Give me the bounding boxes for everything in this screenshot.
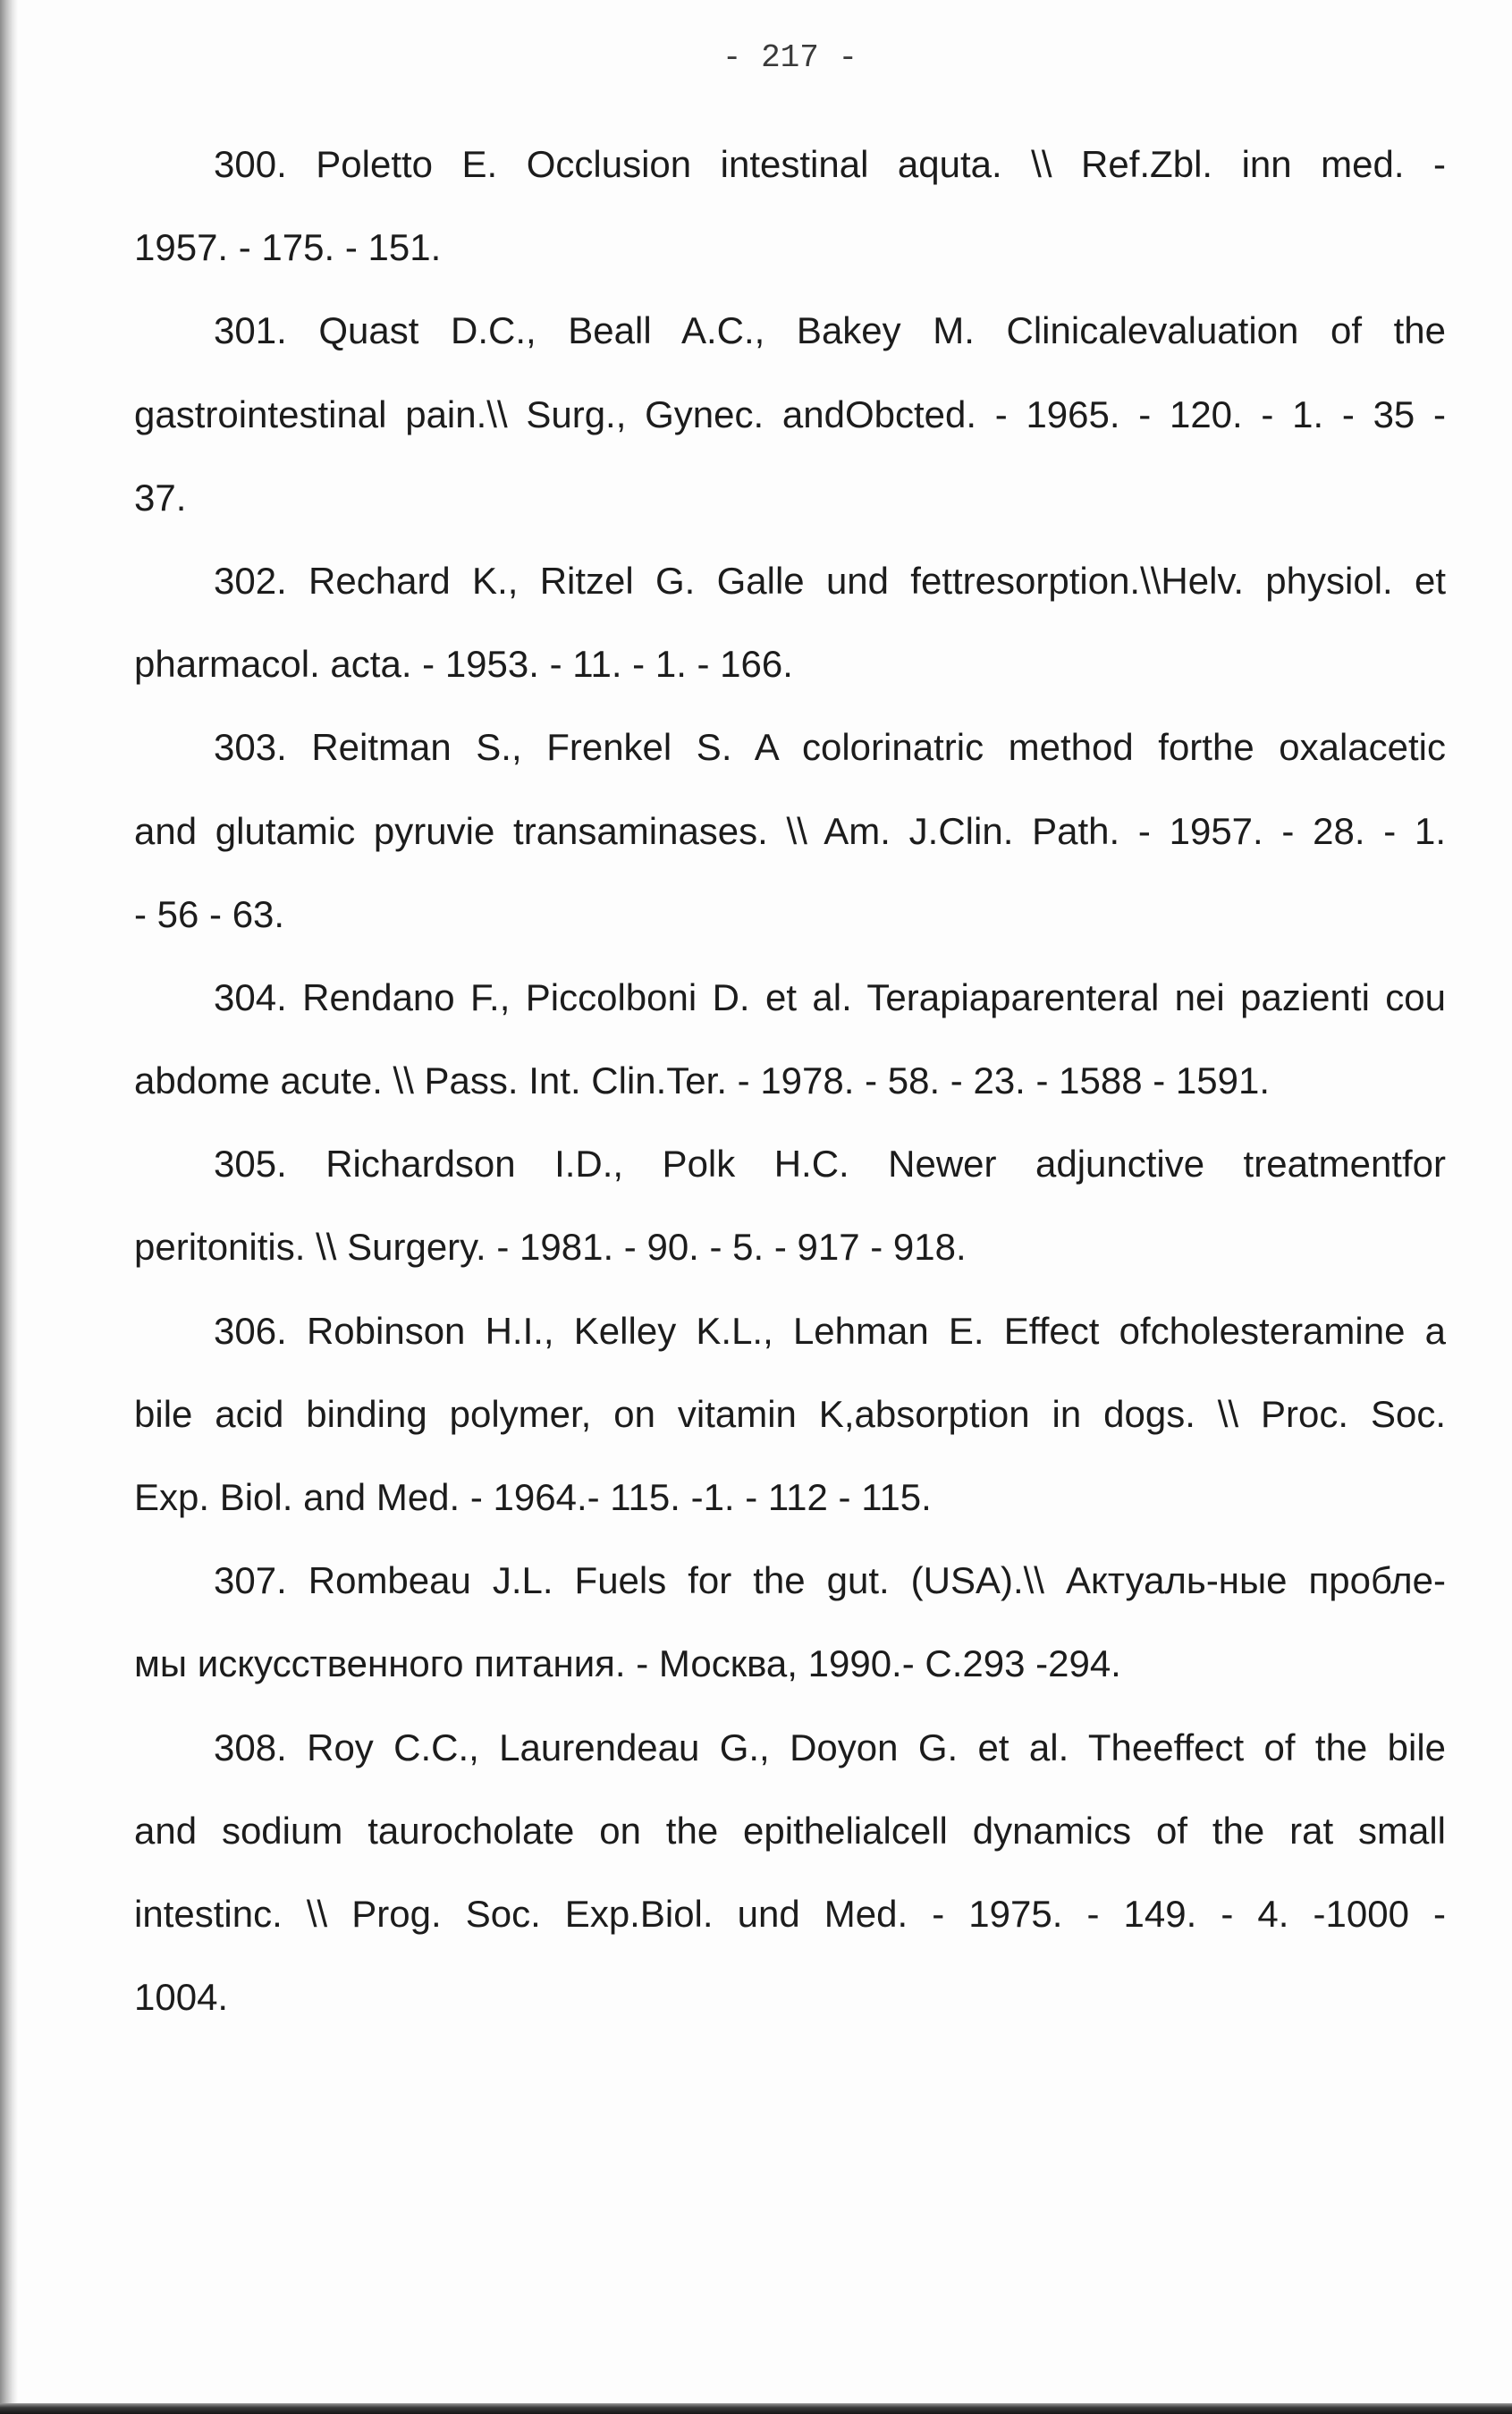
reference-number: 302. [214,559,287,602]
reference-line [134,289,1446,372]
reference-entry [134,1289,1446,1540]
reference-line [134,122,1446,206]
page-number: - 217 - [722,39,858,76]
reference-text: Robinson H.I., Kelley K.L., Lehman E. Effect ofcholesteramine a [306,1309,1446,1352]
reference-text: Quast D.C., Beall A.C., Bakey M. Clinicalevaluation of the [318,309,1446,352]
scan-edge-bottom [0,2403,1512,2414]
reference-line: 1004. [134,1976,229,2019]
reference-number: 304. [214,975,287,1018]
reference-entry [134,705,1446,956]
reference-line: мы искусственного питания. - Москва, 1990.- С.293 -294. [134,1642,1121,1685]
reference-number: 305. [214,1143,287,1186]
reference-entry [134,289,1446,539]
reference-number: 308. [214,1726,287,1768]
reference-text: Reitman S., Frenkel S. A colorinatric method forthe oxalacetic [311,726,1447,769]
reference-line: pharmacol. acta. - 1953. - 11. - 1. - 166. [134,643,793,686]
reference-text: Roy C.C., Laurendeau G., Doyon G. et al. Theeffect of the bile [307,1726,1447,1768]
reference-entry [134,1122,1446,1288]
scan-edge-left [0,0,18,2414]
reference-line: - 56 - 63. [134,892,285,935]
reference-line: and sodium taurocholate on the epithelialcell dynamics of the rat small [134,1809,1446,1852]
reference-entry [134,956,1446,1122]
reference-line: 37. [134,476,187,519]
reference-text: Rechard K., Ritzel G. Galle und fettresorption.\\Helv. physiol. et [308,559,1446,602]
reference-number: 303. [214,726,287,769]
reference-text: Richardson I.D., Polk H.C. Newer adjunctive treatmentfor [325,1143,1446,1186]
reference-line: Exp. Biol. and Med. - 1964.- 115. -1. - 112 - 115. [134,1476,932,1518]
reference-number: 306. [214,1309,287,1352]
reference-line [134,1706,1446,1789]
reference-text: Rendano F., Piccolboni D. et al. Terapiaparenteral nei pazienti cou [302,975,1447,1018]
reference-line [134,1122,1446,1205]
reference-number: 301. [214,309,287,352]
reference-entry [134,1706,1446,2039]
reference-line: peritonitis. \\ Surgery. - 1981. - 90. - 5. - 917 - 918. [134,1226,967,1269]
reference-line [134,956,1446,1039]
reference-text: Poletto E. Occlusion intestinal aquta. \\ Ref.Zbl. inn med. - [316,143,1446,185]
reference-entry [134,122,1446,289]
reference-line: bile acid binding polymer, on vitamin K,absorption in dogs. \\ Proc. Soc. [134,1392,1446,1435]
reference-line [134,1289,1446,1372]
reference-line: 1957. - 175. - 151. [134,226,442,269]
reference-entry [134,539,1446,705]
reference-line: abdome acute. \\ Pass. Int. Clin.Ter. - 1978. - 58. - 23. - 1588 - 1591. [134,1059,1271,1102]
reference-text: Rombeau J.L. Fuels for the gut. (USA).\\ Актуаль-ные пробле- [308,1559,1447,1602]
reference-line [134,539,1446,622]
reference-line: and glutamic pyruvie transaminases. \\ Am. J.Clin. Path. - 1957. - 28. - 1. [134,809,1446,852]
reference-line: gastrointestinal pain.\\ Surg., Gynec. andObcted. - 1965. - 120. - 1. - 35 - [134,392,1446,435]
reference-entry [134,1539,1446,1705]
reference-number: 300. [214,143,287,185]
reference-list [134,122,1446,2038]
reference-line: intestinc. \\ Prog. Soc. Exp.Biol. und Med. - 1975. - 149. - 4. -1000 - [134,1892,1446,1935]
reference-number: 307. [214,1559,287,1602]
reference-line [134,1539,1446,1622]
reference-line [134,705,1446,789]
